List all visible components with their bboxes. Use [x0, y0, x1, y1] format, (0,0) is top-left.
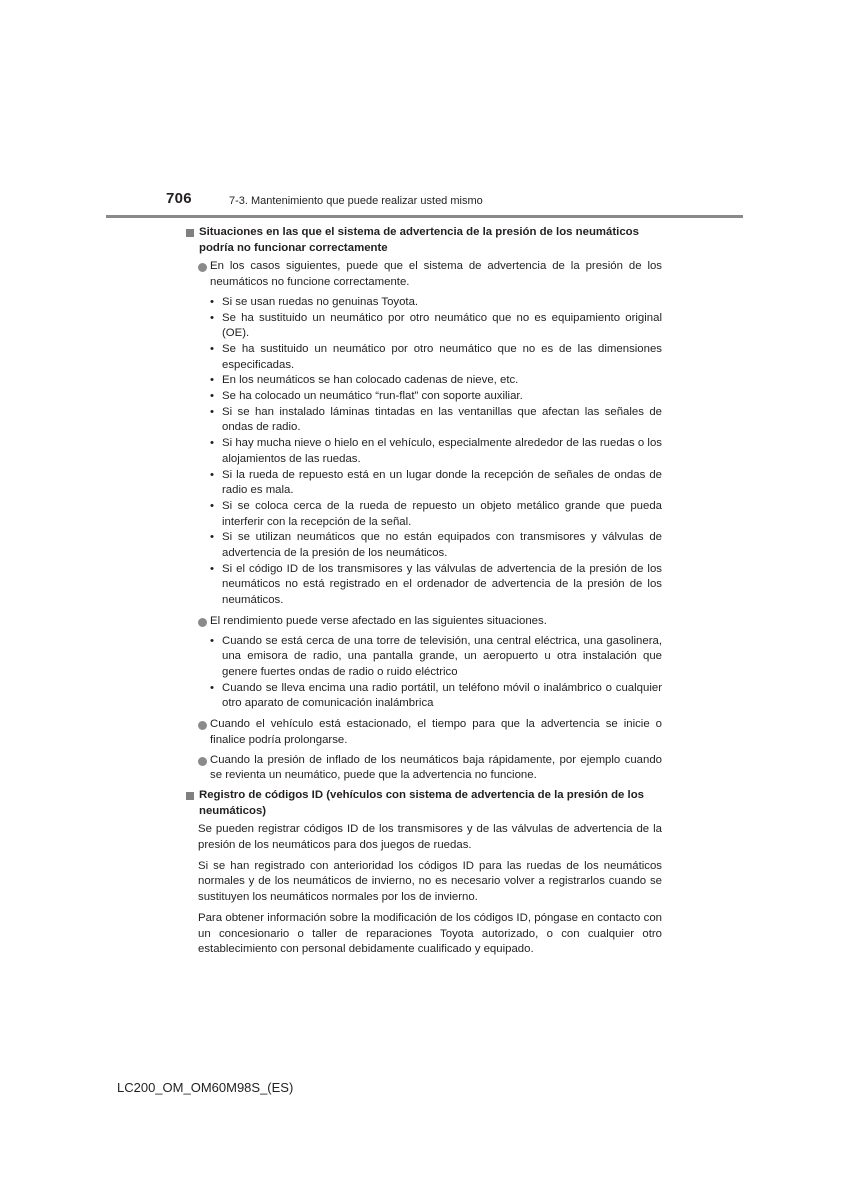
paragraph: Si se han registrado con anterioridad los códigos ID para las ruedas de los neumáticos normales y de los neumáticos de invierno, no es necesario volver a registrarlos cuando se sustituyen los neumáticos normales por los de invierno.	[198, 859, 662, 904]
bullet-list-cases	[186, 295, 662, 609]
circle-bullet-icon	[198, 618, 207, 627]
circle-item-pressure-drop	[186, 753, 662, 784]
page-number: 706	[166, 190, 192, 207]
circle-bullet-icon	[198, 721, 207, 730]
circle-item-text: El rendimiento puede verse afectado en las siguientes situaciones.	[210, 614, 547, 627]
paragraph: Para obtener información sobre la modificación de los códigos ID, póngase en contacto con un concesionario o taller de reparaciones Toyota autorizado, o con cualquier otro establecimiento con personal debidamente cualificado y equipado.	[198, 911, 662, 956]
circle-item-text: En los casos siguientes, puede que el sistema de advertencia de la presión de los neumáticos no funcione correctamente.	[210, 260, 662, 289]
circle-item-cases	[186, 259, 662, 290]
list-item: • En los neumáticos se han colocado cadenas de nieve, etc.	[210, 374, 519, 387]
circle-item-parked	[186, 717, 662, 748]
section-heading-id-codes	[186, 788, 662, 819]
page-content	[186, 224, 662, 963]
list-item: • Si se han instalado láminas tintadas en las ventanillas que afectan las señales de ondas de radio.	[210, 405, 662, 434]
list-item: • Si la rueda de repuesto está en un lugar donde la recepción de señales de ondas de radio es mala.	[210, 468, 662, 497]
circle-bullet-icon	[198, 757, 207, 766]
circle-item-performance	[186, 614, 662, 630]
circle-bullet-icon	[198, 263, 207, 272]
list-item: • Se ha sustituido un neumático por otro neumático que no es equipamiento original (OE).	[210, 311, 662, 340]
list-item: • Se ha sustituido un neumático por otro neumático que no es de las dimensiones especificadas.	[210, 342, 662, 371]
circle-item-text: Cuando la presión de inflado de los neumáticos baja rápidamente, por ejemplo cuando se revienta un neumático, puede que la advertencia no funcione.	[210, 753, 662, 782]
section-heading-text: Situaciones en las que el sistema de advertencia de la presión de los neumáticos podría no funcionar correctamente	[199, 226, 639, 254]
list-item: • Si se utilizan neumáticos que no están equipados con transmisores y válvulas de advertencia de la presión de los neumáticos.	[210, 531, 662, 560]
bullet-list-performance	[186, 634, 662, 713]
list-item: • Si se coloca cerca de la rueda de repuesto un objeto metálico grande que pueda interferir con la recepción de la señal.	[210, 499, 662, 528]
section-header: 7-3. Mantenimiento que puede realizar usted mismo	[229, 195, 483, 207]
list-item: • Si se usan ruedas no genuinas Toyota.	[210, 295, 419, 308]
square-bullet-icon	[186, 792, 194, 800]
footer-code: LC200_OM_OM60M98S_(ES)	[117, 1080, 294, 1095]
list-item: • Cuando se está cerca de una torre de televisión, una central eléctrica, una gasolinera, una emisora de radio, una pantalla grande, un aeropuerto u otra instalación que genere fuertes ondas de radio o ruido eléctrico	[210, 634, 662, 678]
list-item: • Si hay mucha nieve o hielo en el vehículo, especialmente alrededor de las ruedas o los alojamientos de las ruedas.	[210, 437, 662, 465]
list-item: • Si el código ID de los transmisores y las válvulas de advertencia de la presión de los neumáticos no está registrado en el ordenador de advertencia de la presión de los neumáticos.	[210, 562, 662, 607]
list-item: • Se ha colocado un neumático “run-flat” con soporte auxiliar.	[210, 390, 523, 403]
circle-item-text: Cuando el vehículo está estacionado, el tiempo para que la advertencia se inicie o finalice podría prolongarse.	[210, 718, 662, 746]
list-item: • Cuando se lleva encima una radio portátil, un teléfono móvil o inalámbrico o cualquier otro aparato de comunicación inalámbrica	[210, 681, 662, 710]
paragraph: Se pueden registrar códigos ID de los transmisores y de las válvulas de advertencia de la presión de los neumáticos para dos juegos de ruedas.	[198, 823, 662, 852]
section-heading-situations	[186, 225, 662, 256]
section-heading-text: Registro de códigos ID (vehículos con sistema de advertencia de la presión de los neumáticos)	[199, 788, 644, 817]
header-rule	[106, 215, 743, 218]
square-bullet-icon	[186, 229, 194, 237]
